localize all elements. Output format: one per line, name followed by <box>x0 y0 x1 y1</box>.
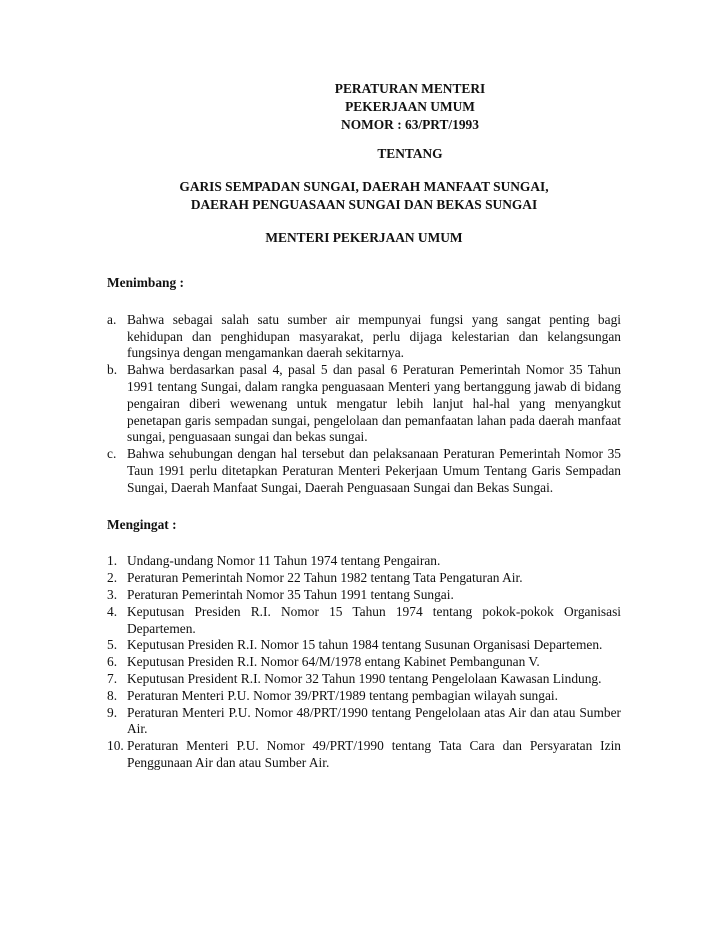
list-text: Peraturan Menteri P.U. Nomor 39/PRT/1989 tentang pembagian wilayah sungai. <box>127 687 558 703</box>
title-line-1: PERATURAN MENTERI <box>334 81 486 96</box>
list-item <box>107 553 621 570</box>
list-item <box>107 604 621 638</box>
list-text: Peraturan Pemerintah Nomor 35 Tahun 1991 tentang Sungai. <box>127 586 454 602</box>
list-marker: 10. <box>107 738 124 754</box>
list-marker: 2. <box>107 570 118 586</box>
authority-heading: MENTERI PEKERJAAN UMUM <box>265 230 463 245</box>
list-text: Peraturan Pemerintah Nomor 22 Tahun 1982 tentang Tata Pengaturan Air. <box>127 570 523 586</box>
list-marker: c. <box>107 446 117 462</box>
mengingat-heading: Mengingat : <box>107 516 177 532</box>
list-item <box>107 570 621 587</box>
list-text: Undang-undang Nomor 11 Tahun 1974 tentang Pengairan. <box>127 553 441 569</box>
subject-block <box>107 178 621 214</box>
menimbang-heading: Menimbang : <box>107 275 184 290</box>
tentang-heading: TENTANG <box>377 146 443 161</box>
list-item <box>107 671 621 688</box>
list-marker: 9. <box>107 704 118 720</box>
list-marker: a. <box>107 311 117 327</box>
list-marker: 1. <box>107 553 118 569</box>
document-page <box>107 80 621 772</box>
list-marker: 3. <box>107 586 118 602</box>
list-item <box>107 587 621 604</box>
list-marker: 5. <box>107 637 118 653</box>
list-item <box>107 688 621 705</box>
list-text: Peraturan Menteri P.U. Nomor 49/PRT/1990 tentang Tata Cara dan Persyaratan Izin Penggunaan Air dan atau Sumber Air. <box>127 738 621 770</box>
list-item <box>107 446 621 496</box>
title-line-3: NOMOR : 63/PRT/1993 <box>341 117 479 132</box>
list-item <box>107 312 621 362</box>
list-item <box>107 654 621 671</box>
list-item <box>107 705 621 739</box>
list-text: Keputusan President R.I. Nomor 32 Tahun 1990 tentang Pengelolaan Kawasan Lindung. <box>127 670 602 686</box>
list-text: Bahwa sehubungan dengan hal tersebut dan pelaksanaan Peraturan Pemerintah Nomor 35 Taun 1991 perlu ditetapkan Peraturan Menteri Pekerjaan Umum Tentang Garis Sempadan Sungai, Daerah Manfaat Sungai, Daerah Penguasaan Sungai dan Bekas Sungai. <box>127 446 621 495</box>
subject-line-2: DAERAH PENGUASAAN SUNGAI DAN BEKAS SUNGAI <box>190 197 538 212</box>
list-item <box>107 738 621 772</box>
menimbang-list <box>107 312 621 497</box>
regulation-title <box>199 80 621 134</box>
list-marker: 7. <box>107 670 118 686</box>
list-item <box>107 362 621 446</box>
subject-line-1: GARIS SEMPADAN SUNGAI, DAERAH MANFAAT SUNGAI, <box>179 179 549 194</box>
list-marker: 8. <box>107 687 118 703</box>
list-marker: b. <box>107 362 118 378</box>
list-item <box>107 637 621 654</box>
list-text: Peraturan Menteri P.U. Nomor 48/PRT/1990 tentang Pengelolaan atas Air dan atau Sumber Air. <box>127 704 621 737</box>
mengingat-list <box>107 553 621 771</box>
list-text: Keputusan Presiden R.I. Nomor 15 tahun 1984 tentang Susunan Organisasi Departemen. <box>127 637 603 653</box>
list-text: Keputusan Presiden R.I. Nomor 15 Tahun 1974 tentang pokok-pokok Organisasi Departemen. <box>127 603 621 636</box>
list-text: Bahwa berdasarkan pasal 4, pasal 5 dan pasal 6 Peraturan Pemerintah Nomor 35 Tahun 1991 tentang Sungai, dalam rangka penguasaan Menteri yang bertanggung jawab di bidang pengairan diberi wewenang untuk mengatur lebih lanjut hal-hal yang menyangkut penetapan garis sempadan sungai, pengelolaan dan pemanfaatan lahan pada daerah manfaat sungai, penguasaan sungai dan bekas sungai. <box>127 362 621 445</box>
title-line-2: PEKERJAAN UMUM <box>345 99 475 114</box>
list-marker: 6. <box>107 654 118 670</box>
list-text: Keputusan Presiden R.I. Nomor 64/M/1978 entang Kabinet Pembangunan V. <box>127 654 540 670</box>
list-marker: 4. <box>107 603 118 619</box>
list-text: Bahwa sebagai salah satu sumber air mempunyai fungsi yang sangat penting bagi kehidupan dan penghidupan masyarakat, perlu dijaga kelestarian dan kelangsungan fungsinya dengan mengamankan daerah sekitarnya. <box>127 311 621 361</box>
